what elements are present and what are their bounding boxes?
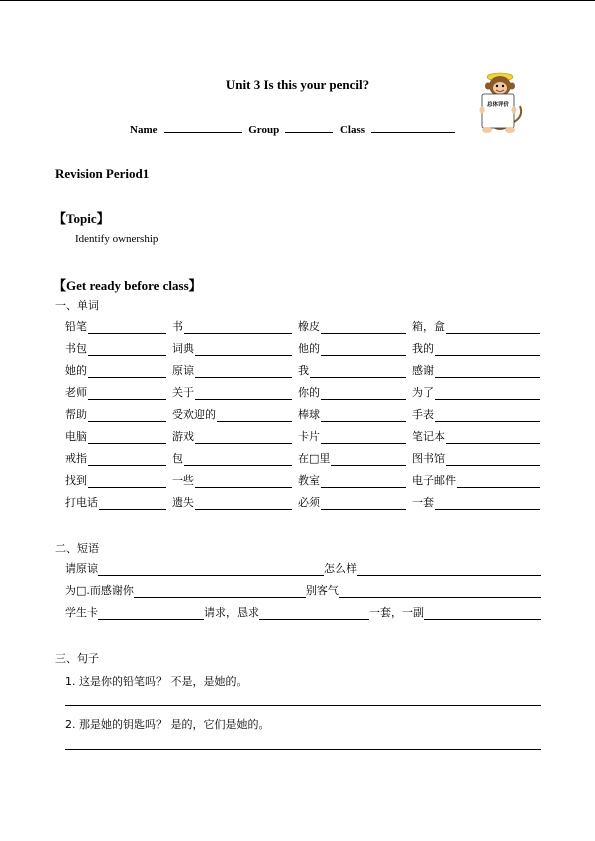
vocab-word: 包 bbox=[172, 452, 183, 465]
phrase-blank[interactable] bbox=[98, 564, 324, 576]
vocab-item bbox=[172, 384, 292, 400]
vocab-item bbox=[65, 384, 166, 400]
vocab-row bbox=[65, 362, 540, 376]
phrase-blank[interactable] bbox=[424, 608, 541, 620]
vocab-word: 橡皮 bbox=[298, 320, 320, 333]
get-ready-heading: 【Get ready before class】 bbox=[53, 278, 202, 293]
vocab-word: 一套 bbox=[412, 496, 434, 509]
vocab-row bbox=[65, 472, 540, 486]
period-heading: Revision Period1 bbox=[55, 166, 150, 181]
vocab-answer-blank[interactable] bbox=[446, 322, 540, 334]
vocab-answer-blank[interactable] bbox=[195, 388, 292, 400]
phrase-row bbox=[65, 562, 541, 576]
vocab-word: 游戏 bbox=[172, 430, 194, 443]
vocab-word: 书包 bbox=[65, 342, 87, 355]
vocab-word: 戒指 bbox=[65, 452, 87, 465]
vocab-answer-blank[interactable] bbox=[310, 366, 406, 378]
vocab-answer-blank[interactable] bbox=[446, 432, 540, 444]
phrase-label: 请求，恳求 bbox=[204, 606, 259, 619]
vocab-item bbox=[412, 494, 540, 510]
vocab-word: 词典 bbox=[172, 342, 194, 355]
vocab-item bbox=[65, 472, 166, 488]
topic-heading: 【Topic】 bbox=[53, 211, 110, 226]
phrase-row bbox=[65, 606, 541, 620]
vocab-word: 棒球 bbox=[298, 408, 320, 421]
vocab-answer-blank[interactable] bbox=[331, 454, 406, 466]
vocab-item bbox=[298, 318, 406, 334]
vocab-word: 你的 bbox=[298, 386, 320, 399]
vocab-item bbox=[412, 362, 540, 378]
vocab-word: 一些 bbox=[172, 474, 194, 487]
vocab-word: 受欢迎的 bbox=[172, 408, 216, 421]
vocab-answer-blank[interactable] bbox=[88, 432, 166, 444]
vocab-word: 我的 bbox=[412, 342, 434, 355]
vocab-answer-blank[interactable] bbox=[88, 410, 166, 422]
vocab-item bbox=[412, 406, 540, 422]
vocab-item bbox=[172, 362, 292, 378]
phrase-label: 怎么样 bbox=[324, 562, 357, 575]
vocab-row bbox=[65, 428, 540, 442]
sentence-item: 1. 这是你的铅笔吗？ 不是，是她的。 bbox=[65, 675, 248, 688]
vocab-word: 遗失 bbox=[172, 496, 194, 509]
vocab-item bbox=[172, 472, 292, 488]
vocab-item bbox=[298, 494, 406, 510]
class-label: Class bbox=[339, 124, 366, 136]
sentence-item: 2. 那是她的钥匙吗？ 是的，它们是她的。 bbox=[65, 718, 270, 731]
vocab-answer-blank[interactable] bbox=[321, 498, 406, 510]
vocab-word: 老师 bbox=[65, 386, 87, 399]
vocab-word: 在□里 bbox=[298, 452, 331, 465]
vocab-answer-blank[interactable] bbox=[195, 344, 292, 356]
vocab-item bbox=[298, 384, 406, 400]
vocab-row bbox=[65, 406, 540, 420]
vocab-answer-blank[interactable] bbox=[88, 344, 166, 356]
vocab-row bbox=[65, 494, 540, 508]
vocab-word: 书 bbox=[172, 320, 183, 333]
vocab-answer-blank[interactable] bbox=[321, 432, 406, 444]
vocab-row bbox=[65, 450, 540, 464]
vocab-answer-blank[interactable] bbox=[435, 410, 540, 422]
vocab-item bbox=[172, 494, 292, 510]
phrase-blank[interactable] bbox=[259, 608, 369, 620]
vocab-answer-blank[interactable] bbox=[321, 410, 406, 422]
vocab-word: 电脑 bbox=[65, 430, 87, 443]
phrase-label: 请原谅 bbox=[65, 562, 98, 575]
vocab-answer-blank[interactable] bbox=[446, 454, 540, 466]
phrase-blank[interactable] bbox=[357, 564, 541, 576]
vocab-word: 找到 bbox=[65, 474, 87, 487]
vocab-answer-blank[interactable] bbox=[195, 498, 292, 510]
vocab-word: 卡片 bbox=[298, 430, 320, 443]
vocab-word: 手表 bbox=[412, 408, 434, 421]
vocab-row bbox=[65, 384, 540, 398]
vocab-row bbox=[65, 318, 540, 332]
vocab-item bbox=[172, 406, 292, 422]
page-top-rule bbox=[0, 0, 595, 1]
phrase-blank[interactable] bbox=[134, 586, 306, 598]
vocab-answer-blank[interactable] bbox=[88, 454, 166, 466]
sentence-answer-line[interactable] bbox=[65, 705, 541, 706]
vocab-answer-blank[interactable] bbox=[435, 344, 540, 356]
vocab-item bbox=[412, 450, 540, 466]
vocab-word: 教室 bbox=[298, 474, 320, 487]
vocab-item bbox=[412, 318, 540, 334]
vocab-answer-blank[interactable] bbox=[217, 410, 292, 422]
vocab-answer-blank[interactable] bbox=[99, 498, 166, 510]
name-field[interactable] bbox=[164, 122, 242, 133]
vocab-word: 她的 bbox=[65, 364, 87, 377]
class-field[interactable] bbox=[371, 122, 455, 133]
vocab-answer-blank[interactable] bbox=[435, 388, 540, 400]
vocab-answer-blank[interactable] bbox=[321, 476, 406, 488]
vocab-answer-blank[interactable] bbox=[88, 322, 166, 334]
badge-label: 总体评价 bbox=[486, 102, 510, 108]
phrase-blank[interactable] bbox=[98, 608, 204, 620]
vocab-item bbox=[172, 428, 292, 444]
vocab-item bbox=[298, 472, 406, 488]
vocab-word: 他的 bbox=[298, 342, 320, 355]
vocab-word: 为了 bbox=[412, 386, 434, 399]
vocab-answer-blank[interactable] bbox=[195, 432, 292, 444]
vocab-item bbox=[65, 406, 166, 422]
vocab-word: 我 bbox=[298, 364, 309, 377]
vocab-item bbox=[298, 340, 406, 356]
vocab-answer-blank[interactable] bbox=[435, 366, 540, 378]
vocab-word: 笔记本 bbox=[412, 430, 445, 443]
phrase-label: 别客气 bbox=[305, 584, 339, 597]
phrase-row bbox=[65, 584, 541, 598]
vocab-word: 原谅 bbox=[172, 364, 194, 377]
vocab-item bbox=[65, 340, 166, 356]
vocab-answer-blank[interactable] bbox=[88, 388, 166, 400]
phrase-label: 学生卡 bbox=[65, 606, 98, 619]
vocab-item bbox=[65, 494, 166, 510]
vocab-item bbox=[65, 450, 166, 466]
phrase-label: 为□.而感谢你 bbox=[65, 584, 134, 597]
vocab-item bbox=[412, 428, 540, 444]
worksheet-title: Unit 3 Is this your pencil? bbox=[225, 77, 370, 92]
phrase-blank[interactable] bbox=[339, 586, 541, 598]
vocab-item bbox=[65, 318, 166, 334]
vocab-word: 必须 bbox=[298, 496, 320, 509]
vocab-word: 关于 bbox=[172, 386, 194, 399]
group-label: Group bbox=[248, 124, 280, 136]
vocab-item bbox=[172, 318, 292, 334]
vocab-word: 电子邮件 bbox=[412, 474, 456, 487]
vocab-answer-blank[interactable] bbox=[195, 366, 292, 378]
sentence-answer-line[interactable] bbox=[65, 749, 541, 750]
vocab-word: 箱，盒 bbox=[412, 320, 445, 333]
vocab-answer-blank[interactable] bbox=[321, 322, 406, 334]
vocab-row bbox=[65, 340, 540, 354]
name-label: Name bbox=[130, 124, 158, 136]
group-field[interactable] bbox=[285, 122, 333, 133]
vocab-item bbox=[412, 384, 540, 400]
vocab-word: 铅笔 bbox=[65, 320, 87, 333]
vocab-answer-blank[interactable] bbox=[184, 322, 292, 334]
vocab-item bbox=[412, 472, 540, 488]
topic-text: Identify ownership bbox=[75, 233, 159, 245]
vocab-answer-blank[interactable] bbox=[435, 498, 540, 510]
vocab-word: 感谢 bbox=[412, 364, 434, 377]
vocab-item bbox=[65, 362, 166, 378]
vocab-item bbox=[298, 362, 406, 378]
vocab-answer-blank[interactable] bbox=[184, 454, 292, 466]
vocab-answer-blank[interactable] bbox=[321, 388, 406, 400]
vocab-answer-blank[interactable] bbox=[195, 476, 292, 488]
phrases-heading: 二、短语 bbox=[55, 542, 99, 555]
vocab-item bbox=[298, 450, 406, 466]
vocab-word: 图书馆 bbox=[412, 452, 445, 465]
vocab-word: 帮助 bbox=[65, 408, 87, 421]
vocab-answer-blank[interactable] bbox=[457, 476, 540, 488]
vocab-item bbox=[298, 428, 406, 444]
phrase-label: 一套，一副 bbox=[369, 606, 424, 619]
student-info-bar bbox=[130, 122, 459, 136]
vocab-item bbox=[412, 340, 540, 356]
monkey-evaluation-badge bbox=[474, 70, 526, 136]
vocab-item bbox=[172, 450, 292, 466]
vocab-answer-blank[interactable] bbox=[88, 476, 166, 488]
vocab-answer-blank[interactable] bbox=[88, 366, 166, 378]
vocab-item bbox=[298, 406, 406, 422]
vocab-word: 打电话 bbox=[65, 496, 98, 509]
vocab-heading: 一、单词 bbox=[55, 299, 99, 312]
vocab-answer-blank[interactable] bbox=[321, 344, 406, 356]
vocab-item bbox=[172, 340, 292, 356]
vocab-item bbox=[65, 428, 166, 444]
sentences-heading: 三、句子 bbox=[55, 652, 99, 665]
